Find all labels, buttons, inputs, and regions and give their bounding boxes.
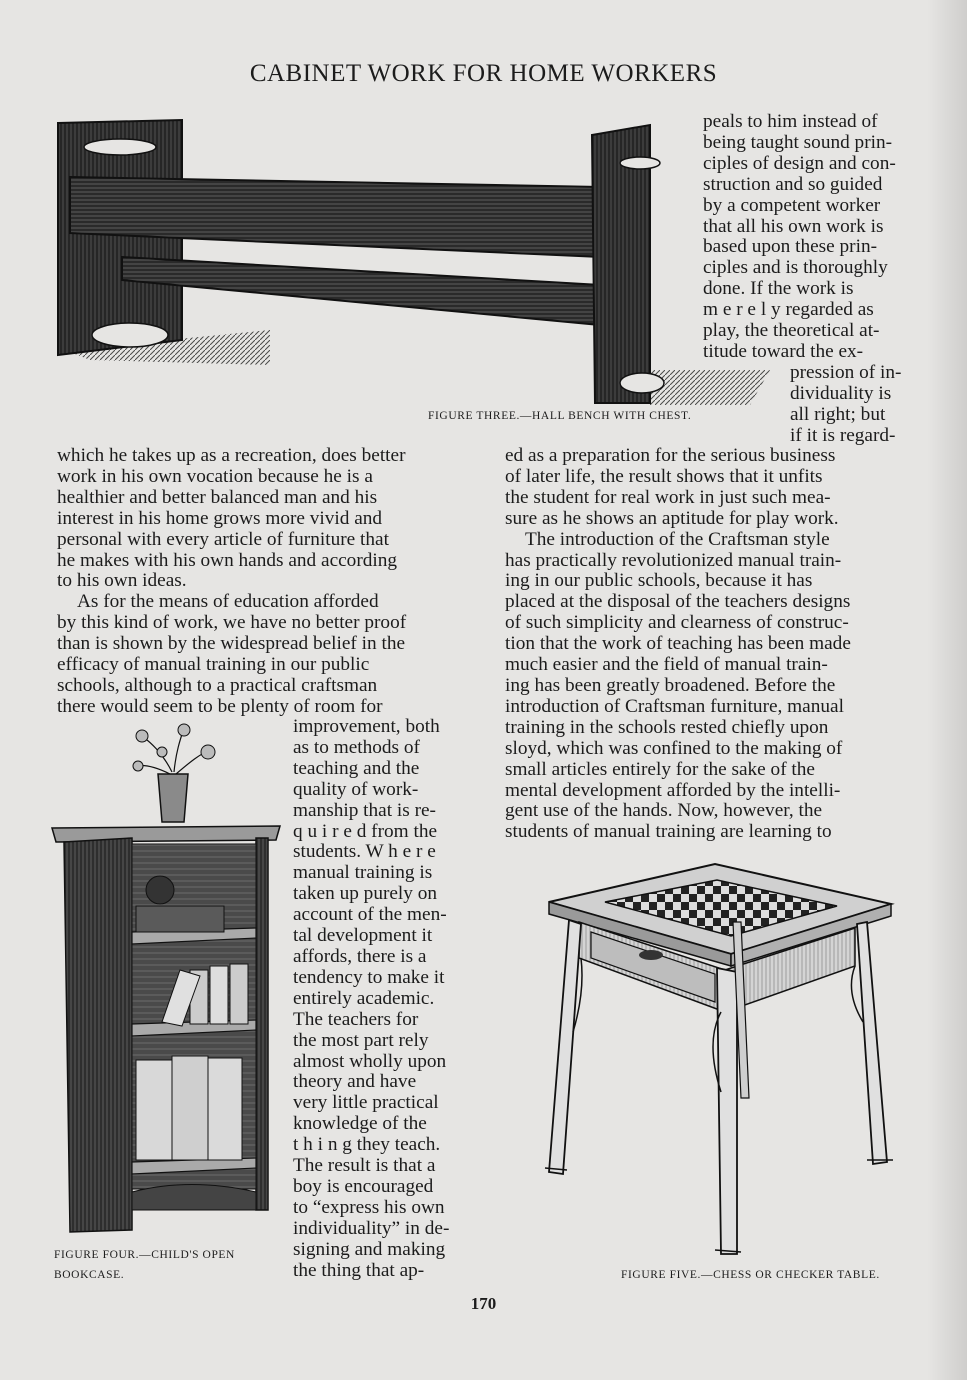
text-line: manship that is re- xyxy=(293,799,436,821)
text-line: small articles entirely for the sake of the xyxy=(505,758,815,780)
page-edge-shadow xyxy=(927,0,967,1380)
text-line: much easier and the field of manual train- xyxy=(505,654,828,676)
text-line: done. If the work is xyxy=(703,278,854,300)
text-line: theory and have xyxy=(293,1071,417,1093)
text-line: peals to him instead of xyxy=(703,111,878,132)
text-line: knowledge of the xyxy=(293,1113,427,1135)
text-line: if it is regard- xyxy=(790,424,896,446)
text-line: has practically revolutionized manual train- xyxy=(505,549,842,571)
figure-three-hall-bench xyxy=(50,115,770,415)
text-line: struction and so guided xyxy=(703,173,883,195)
text-line: t h i n g they teach. xyxy=(293,1134,441,1156)
text-right-column xyxy=(505,446,926,843)
text-line: by a competent worker xyxy=(703,194,881,216)
text-line: which he takes up as a recreation, does better xyxy=(57,445,406,466)
text-line: ing has been greatly broadened. Before the xyxy=(505,674,836,696)
text-line: of later life, the result shows that it unfits xyxy=(505,465,823,487)
text-line: pression of in- xyxy=(790,362,902,383)
text-line: based upon these prin- xyxy=(703,236,878,258)
text-line: the thing that ap- xyxy=(293,1259,425,1281)
text-line: training in the schools rested chiefly upon xyxy=(505,716,829,738)
text-line: entirely academic. xyxy=(293,987,435,1009)
text-line: The teachers for xyxy=(293,1008,419,1030)
text-line: sloyd, which was confined to the making of xyxy=(505,737,843,759)
figure-five-chess-table xyxy=(545,862,895,1257)
text-line: manual training is xyxy=(293,862,433,884)
text-line: teaching and the xyxy=(293,757,420,779)
text-line: sure as he shows an aptitude for play work. xyxy=(505,507,839,529)
figure-four-caption-line1: FIGURE FOUR.—CHILD'S OPEN xyxy=(54,1249,235,1261)
text-line: titude toward the ex- xyxy=(703,340,864,362)
text-line: tendency to make it xyxy=(293,966,445,988)
text-line: almost wholly upon xyxy=(293,1050,447,1072)
text-line: by this kind of work, we have no better proof xyxy=(57,612,407,634)
text-line: work in his own vocation because he is a xyxy=(57,465,373,487)
text-line: The result is that a xyxy=(293,1155,436,1177)
text-line: efficacy of manual training in our public xyxy=(57,654,370,676)
text-line: students of manual training are learning to xyxy=(505,821,832,843)
text-line: as to methods of xyxy=(293,736,420,758)
text-line: ing in our public schools, because it has xyxy=(505,570,813,592)
text-line: tion that the work of teaching has been made xyxy=(505,633,851,655)
text-line: signing and making xyxy=(293,1238,446,1260)
text-line: the most part rely xyxy=(293,1029,429,1051)
text-line: schools, although to a practical craftsman xyxy=(57,674,378,696)
figure-four-open-bookcase xyxy=(50,722,285,1237)
text-line: account of the men- xyxy=(293,904,447,926)
text-line: than is shown by the widespread belief in the xyxy=(57,633,406,655)
text-line: the student for real work in just such mea- xyxy=(505,486,831,508)
page-number: 170 xyxy=(470,1294,497,1313)
figure-four-caption-line2: BOOKCASE. xyxy=(54,1269,125,1281)
text-line: improvement, both xyxy=(293,716,440,737)
text-line: taken up purely on xyxy=(293,883,438,905)
text-narrow-right xyxy=(790,363,926,447)
text-line: all right; but xyxy=(790,403,886,425)
text-line: ciples and is thoroughly xyxy=(703,257,888,279)
text-middle-column xyxy=(293,717,479,1281)
text-line: q u i r e d from the xyxy=(293,820,438,842)
text-line: quality of work- xyxy=(293,778,419,800)
text-left-column xyxy=(57,446,478,718)
text-line: ciples of design and con- xyxy=(703,152,896,174)
text-line: play, the theoretical at- xyxy=(703,320,880,342)
text-line: students. W h e r e xyxy=(293,841,436,863)
text-line: As for the means of education afforded xyxy=(77,591,379,613)
text-line: gent use of the hands. Now, however, the xyxy=(505,800,823,822)
text-line: placed at the disposal of the teachers designs xyxy=(505,591,851,613)
text-line: interest in his home grows more vivid and xyxy=(57,507,383,529)
text-line: he makes with his own hands and according xyxy=(57,549,398,571)
text-line: very little practical xyxy=(293,1092,439,1114)
text-line: that all his own work is xyxy=(703,215,884,237)
text-line: The introduction of the Craftsman style xyxy=(525,528,830,550)
text-line: personal with every article of furniture that xyxy=(57,528,389,550)
text-top-right xyxy=(703,112,926,363)
text-line: mental development afforded by the intelli- xyxy=(505,779,841,801)
figure-three-caption: FIGURE THREE.—HALL BENCH WITH CHEST. xyxy=(428,410,692,422)
text-line: ed as a preparation for the serious business xyxy=(505,445,836,466)
text-line: there would seem to be plenty of room for xyxy=(57,695,383,717)
figure-five-caption: FIGURE FIVE.—CHESS OR CHECKER TABLE. xyxy=(621,1269,880,1281)
text-line: being taught sound prin- xyxy=(703,131,893,153)
text-line: m e r e l y regarded as xyxy=(703,299,874,321)
text-line: to “express his own xyxy=(293,1196,445,1218)
text-line: dividuality is xyxy=(790,382,892,404)
text-line: boy is encouraged xyxy=(293,1175,434,1197)
text-line: healthier and better balanced man and his xyxy=(57,486,378,508)
text-line: tal development it xyxy=(293,925,433,947)
text-line: affords, there is a xyxy=(293,945,427,967)
text-line: individuality” in de- xyxy=(293,1217,450,1239)
page-title: CABINET WORK FOR HOME WORKERS xyxy=(249,60,718,87)
text-line: to his own ideas. xyxy=(57,570,187,592)
text-line: of such simplicity and clearness of construc- xyxy=(505,612,849,634)
text-line: introduction of Craftsman furniture, manual xyxy=(505,695,844,717)
